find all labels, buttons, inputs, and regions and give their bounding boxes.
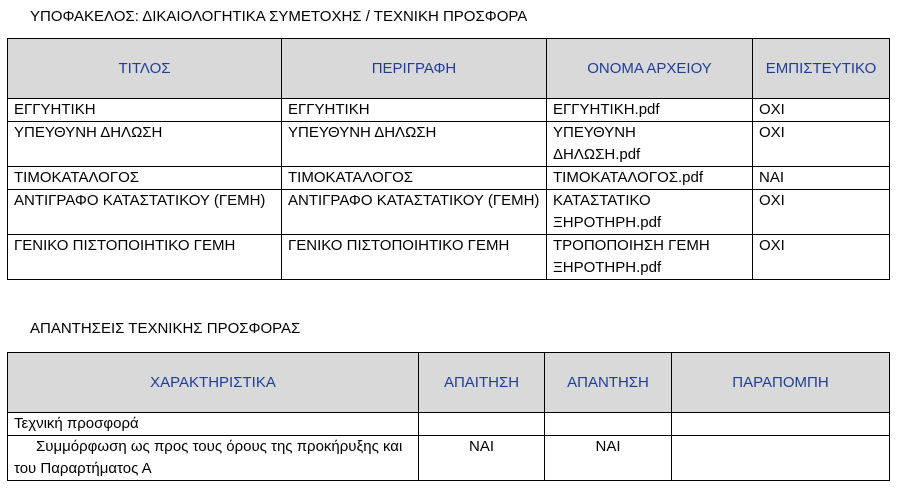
section-title-answers: ΑΠΑΝΤΗΣΕΙΣ ΤΕΧΝΙΚΗΣ ΠΡΟΣΦΟΡΑΣ — [30, 320, 301, 337]
cell-filename — [547, 122, 753, 167]
table-row — [8, 190, 890, 235]
cell-filename — [547, 190, 753, 235]
cell-description: ΓΕΝΙΚΟ ΠΙΣΤΟΠΟΙΗΤΙΚΟ ΓΕΜΗ — [282, 235, 547, 280]
filename-line: ΤΡΟΠΟΠΟΙΗΣΗ ΓΕΜΗ — [553, 237, 710, 254]
cell-title: ΓΕΝΙΚΟ ΠΙΣΤΟΠΟΙΗΤΙΚΟ ΓΕΜΗ — [8, 235, 282, 280]
section-title-documents: ΥΠΟΦΑΚΕΛΟΣ: ΔΙΚΑΙΟΛΟΓΗΤΙΚΑ ΣΥΜΕΤΟΧΗΣ / ΤΕΧΝΙΚΗ ΠΡΟΣΦΟΡΑ — [30, 8, 528, 25]
filename-line: ΞΗΡΟΤΗΡΗ.pdf — [553, 214, 662, 231]
cell-title: ΥΠΕΥΘΥΝΗ ΔΗΛΩΣΗ — [8, 122, 282, 167]
cell-confidential: ΟΧΙ — [753, 99, 890, 122]
cell-reference — [672, 436, 890, 481]
filename-line: ΤΙΜΟΚΑΤΑΛΟΓΟΣ.pdf — [553, 169, 704, 186]
filename-line: ΞΗΡΟΤΗΡΗ.pdf — [553, 259, 662, 276]
cell-description: ΕΓΓΥΗΤΙΚΗ — [282, 99, 547, 122]
filename-line: ΚΑΤΑΣΤΑΤΙΚΟ — [553, 192, 651, 209]
cell-feature: Τεχνική προσφορά — [8, 413, 419, 436]
cell-requirement — [419, 413, 545, 436]
column-header-confidential: ΕΜΠΙΣΤΕΥΤΙΚΟ — [753, 39, 890, 99]
cell-confidential: ΝΑΙ — [753, 167, 890, 190]
cell-answer — [545, 413, 672, 436]
answers-table — [7, 352, 890, 481]
cell-feature: Συμμόρφωση ως προς τους όρους της προκήρυξης και του Παραρτήματος Α — [8, 436, 419, 481]
cell-requirement: ΝΑΙ — [419, 436, 545, 481]
filename-line: ΕΓΓΥΗΤΙΚΗ.pdf — [553, 101, 660, 118]
cell-filename — [547, 235, 753, 280]
table-row — [8, 99, 890, 122]
column-header-features: ΧΑΡΑΚΤΗΡΙΣΤΙΚΑ — [8, 353, 419, 413]
answers-header-row — [8, 353, 890, 413]
cell-description: ΑΝΤΙΓΡΑΦΟ ΚΑΤΑΣΤΑΤΙΚΟΥ (ΓΕΜΗ) — [282, 190, 547, 235]
cell-filename — [547, 99, 753, 122]
documents-table — [7, 38, 890, 280]
cell-reference — [672, 413, 890, 436]
cell-confidential: ΟΧΙ — [753, 190, 890, 235]
table-row — [8, 167, 890, 190]
filename-line: ΔΗΛΩΣΗ.pdf — [553, 146, 641, 163]
column-header-answer: ΑΠΑΝΤΗΣΗ — [545, 353, 672, 413]
column-header-filename: ΟΝΟΜΑ ΑΡΧΕΙΟΥ — [547, 39, 753, 99]
cell-title: ΤΙΜΟΚΑΤΑΛΟΓΟΣ — [8, 167, 282, 190]
cell-filename — [547, 167, 753, 190]
cell-title: ΑΝΤΙΓΡΑΦΟ ΚΑΤΑΣΤΑΤΙΚΟΥ (ΓΕΜΗ) — [8, 190, 282, 235]
table-row — [8, 122, 890, 167]
column-header-reference: ΠΑΡΑΠΟΜΠΗ — [672, 353, 890, 413]
documents-header-row — [8, 39, 890, 99]
cell-confidential: ΟΧΙ — [753, 122, 890, 167]
cell-description: ΤΙΜΟΚΑΤΑΛΟΓΟΣ — [282, 167, 547, 190]
column-header-requirement: ΑΠΑΙΤΗΣΗ — [419, 353, 545, 413]
cell-answer: ΝΑΙ — [545, 436, 672, 481]
table-row — [8, 413, 890, 436]
cell-description: ΥΠΕΥΘΥΝΗ ΔΗΛΩΣΗ — [282, 122, 547, 167]
table-row — [8, 235, 890, 280]
filename-line: ΥΠΕΥΘΥΝΗ — [553, 124, 636, 141]
cell-confidential: ΟΧΙ — [753, 235, 890, 280]
column-header-description: ΠΕΡΙΓΡΑΦΗ — [282, 39, 547, 99]
table-row — [8, 436, 890, 481]
column-header-title: ΤΙΤΛΟΣ — [8, 39, 282, 99]
cell-title: ΕΓΓΥΗΤΙΚΗ — [8, 99, 282, 122]
